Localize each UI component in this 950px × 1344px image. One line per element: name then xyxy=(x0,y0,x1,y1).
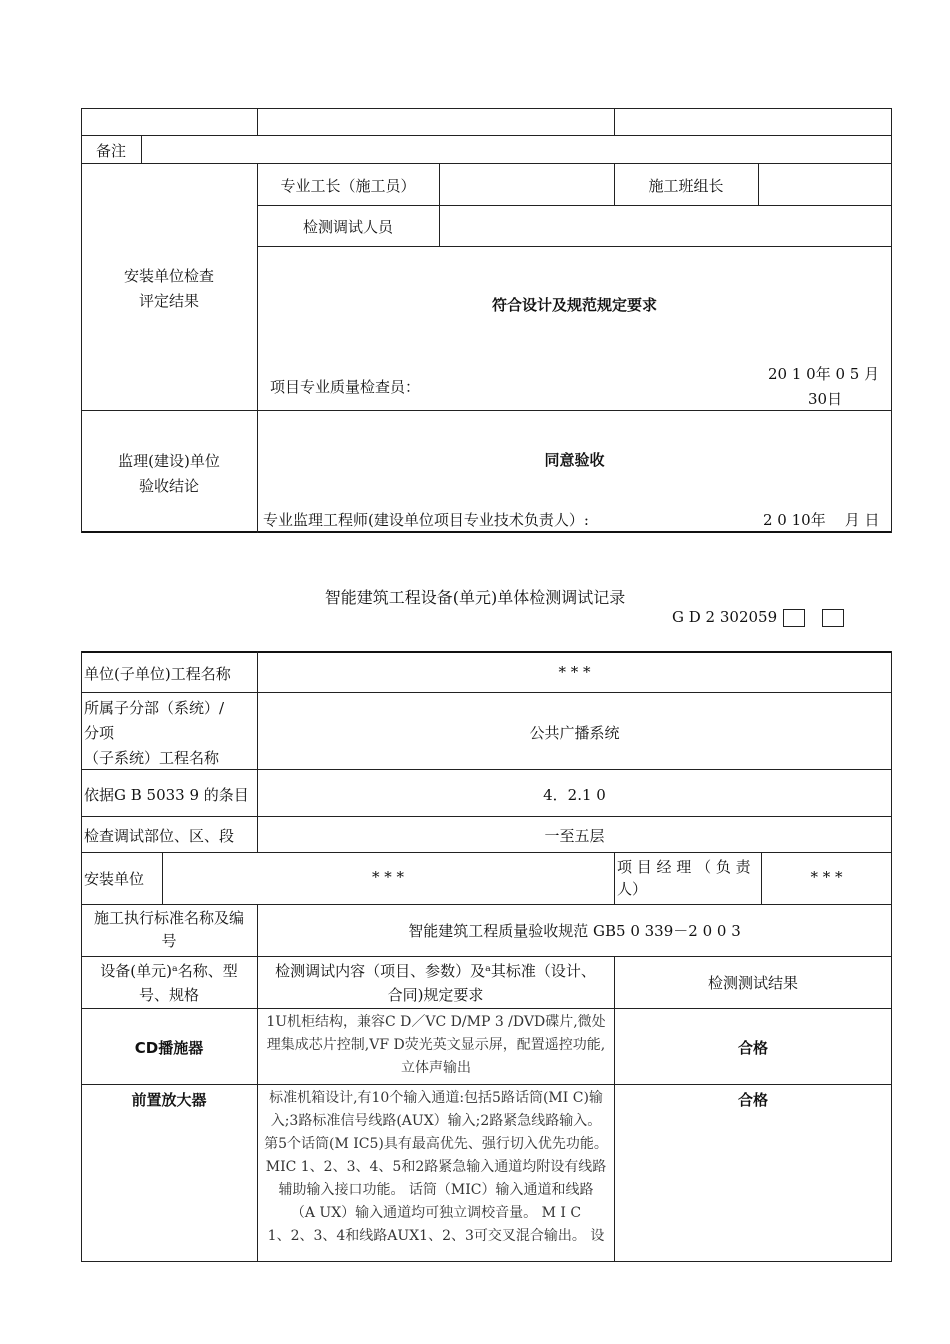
install-date-line1: 20 1 0年 0 5 月 xyxy=(768,365,880,383)
clause-label: 依据G B 5033 9 的条目 xyxy=(84,786,249,804)
col-result-header: 检测测试结果 xyxy=(707,974,798,992)
code-checkbox-1[interactable] xyxy=(783,609,805,627)
unit-project-label: 单位(子单位)工程名称 xyxy=(84,665,231,683)
record-title: 智能建筑工程设备(单元)单体检测调试记录 xyxy=(324,588,626,607)
foreman-label: 专业工长（施工员） xyxy=(280,177,416,195)
install-unit-label: 安装单位检查 评定结果 xyxy=(123,267,214,310)
device-result: 合格 xyxy=(737,1091,768,1109)
remark-label: 备注 xyxy=(96,142,127,160)
supervision-engineer-label: 专业监理工程师(建设单位项目专业技术负责人）: xyxy=(263,511,589,529)
standard-value: 智能建筑工程质量验收规范 GB5 0 339－2 0 0 3 xyxy=(408,922,741,940)
installer-value: * * * xyxy=(371,868,405,886)
unit-project-value: * * * xyxy=(558,663,591,681)
install-date-line2: 30日 xyxy=(808,390,843,408)
location-label: 检查调试部位、区、段 xyxy=(84,827,235,845)
device-spec: 1U机柜结构，兼容C D／VC D/MP 3 /DVD碟片,微处 理集成芯片控制,VF D荧光英文显示屏，配置遥控功能, 立体声输出 xyxy=(266,1014,606,1076)
install-result: 符合设计及规范规定要求 xyxy=(491,296,657,314)
device-spec: 标准机箱设计,有10个输入通道:包括5路话筒(MI C)输 入;3路标准信号线路(AUX）输入;2路紧急线路输入。 第5个话筒(M IC5)具有最高优先、强行切入优先功能。 MIC 1、2、3、4、5和2路紧急输入通道均附设有线路 辅助输入接口功能。 话筒（MIC）输入通道和线路 （A UX）输入通道均可独立调校音量。 M I C 1、2、3、4和线路AUX1、2、3可交叉混合输出。 设 xyxy=(264,1090,608,1244)
col-device-header: 设备(单元)ᵃ名称、型 号、规格 xyxy=(100,962,238,1004)
quality-inspector-label: 项目专业质量检查员： xyxy=(270,378,421,396)
device-name: 前置放大器 xyxy=(131,1091,207,1109)
device-result: 合格 xyxy=(737,1039,768,1057)
clause-value: 4．2.1 0 xyxy=(543,786,606,804)
sub-item-label: 所属子分部（系统）/ 分项 （子系统）工程名称 xyxy=(84,699,225,767)
sub-item-value: 公共广播系统 xyxy=(529,724,620,742)
location-value: 一至五层 xyxy=(544,827,605,845)
manager-label: 项 目 经 理 （ 负 责 人） xyxy=(617,858,751,898)
manager-value: * * * xyxy=(810,868,843,886)
standard-label: 施工执行标准名称及编 号 xyxy=(93,909,244,950)
installer-label: 安装单位 xyxy=(84,870,145,888)
supervision-date: 2 0 10年 月 日 xyxy=(763,511,880,529)
col-content-header: 检测调试内容（项目、参数）及ᵃ其标准（设计、 合同)规定要求 xyxy=(275,962,596,1004)
supervision-result: 同意验收 xyxy=(544,451,605,469)
team-leader-label: 施工班组长 xyxy=(648,177,724,195)
record-code: G D 2 302059 xyxy=(672,608,778,626)
code-checkbox-2[interactable] xyxy=(822,609,844,627)
supervision-label: 监理(建设)单位 验收结论 xyxy=(118,452,220,495)
device-name: CD播施器 xyxy=(134,1039,204,1057)
test-personnel-label: 检测调试人员 xyxy=(302,218,393,236)
